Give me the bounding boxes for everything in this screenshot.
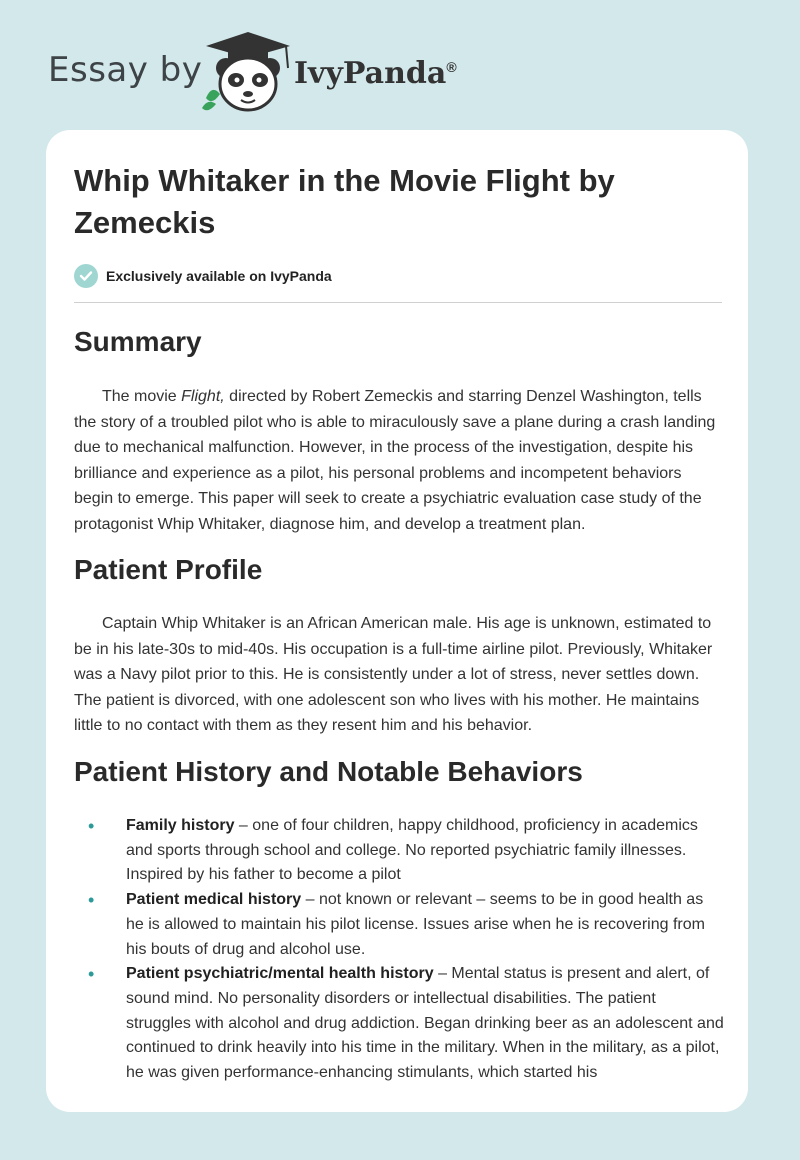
list-item-term: Patient psychiatric/mental health history (126, 965, 434, 983)
section-heading-history: Patient History and Notable Behaviors (74, 756, 583, 787)
section-heading-summary: Summary (74, 326, 202, 357)
list-item-text: – not known or relevant – seems to be in good health as he is allowed to maintain his pilot license. Issues arise when he is recovering from his bouts of drug and alcohol use. (126, 891, 705, 958)
history-list (74, 814, 724, 1086)
bullet-icon: • (88, 890, 95, 911)
profile-paragraph: Captain Whip Whitaker is an African American male. His age is unknown, estimated to be in his late-30s to mid-40s. His occupation is a full-time airline pilot. Previously, Whitaker was a Navy pilot prior to this. He is consistently under a lot of stress, never settles down. The patient is divorced, with one adolescent son who lives with his mother. He maintains little to no contact with them as they resent him and his behavior. (74, 615, 713, 734)
page-title: Whip Whitaker in the Movie Flight by Zemeckis (74, 163, 615, 240)
registered-mark: ® (446, 59, 457, 75)
list-item-text: – one of four children, happy childhood, proficiency in academics and sports through school and college. No reported psychiatric family illnesses. Inspired by his father to become a pilot (126, 817, 698, 884)
brand-name[interactable] (294, 56, 457, 91)
summary-text-start: The movie (102, 388, 182, 405)
list-item (74, 814, 724, 888)
panda-logo-icon[interactable] (198, 28, 298, 114)
summary-paragraph (74, 384, 722, 537)
essay-card (46, 130, 748, 1112)
bullet-icon: • (88, 964, 95, 985)
list-item (74, 888, 724, 962)
list-item-text: – Mental status is present and alert, of sound mind. No personality disorders or intellectual disabilities. The patient struggles with alcohol and drug addiction. Began drinking beer as an adolescent and continued to drink heavily into his time in the military. When in the military, as a pilot, he was given performance-enhancing stimulants, which started his (126, 965, 724, 1082)
section-heading-profile: Patient Profile (74, 554, 263, 585)
checkmark-icon (74, 264, 98, 288)
list-item (74, 962, 724, 1086)
movie-title-italic: Flight, (181, 388, 225, 405)
site-header (48, 28, 548, 118)
list-item-term: Family history (126, 817, 235, 834)
divider (74, 302, 722, 303)
exclusive-badge (74, 263, 332, 289)
list-item-term: Patient medical history (126, 891, 302, 909)
exclusive-label: Exclusively available on IvyPanda (106, 268, 332, 284)
summary-text-rest: directed by Robert Zemeckis and starring Denzel Washington, tells the story of a troubled pilot who is able to miraculously save a plane during a crash landing due to mechanical malfunction. However, in the process of the investigation, despite his brilliance and experience as a pilot, his personal problems and incompetent behaviors begin to emerge. This paper will seek to create a psychiatric evaluation case study of the protagonist Whip Whitaker, diagnose him, and develop a treatment plan. (74, 388, 716, 533)
bullet-icon: • (88, 816, 95, 836)
essay-by-label: Essay by (48, 50, 203, 90)
brand-text: IvyPanda (294, 56, 447, 91)
